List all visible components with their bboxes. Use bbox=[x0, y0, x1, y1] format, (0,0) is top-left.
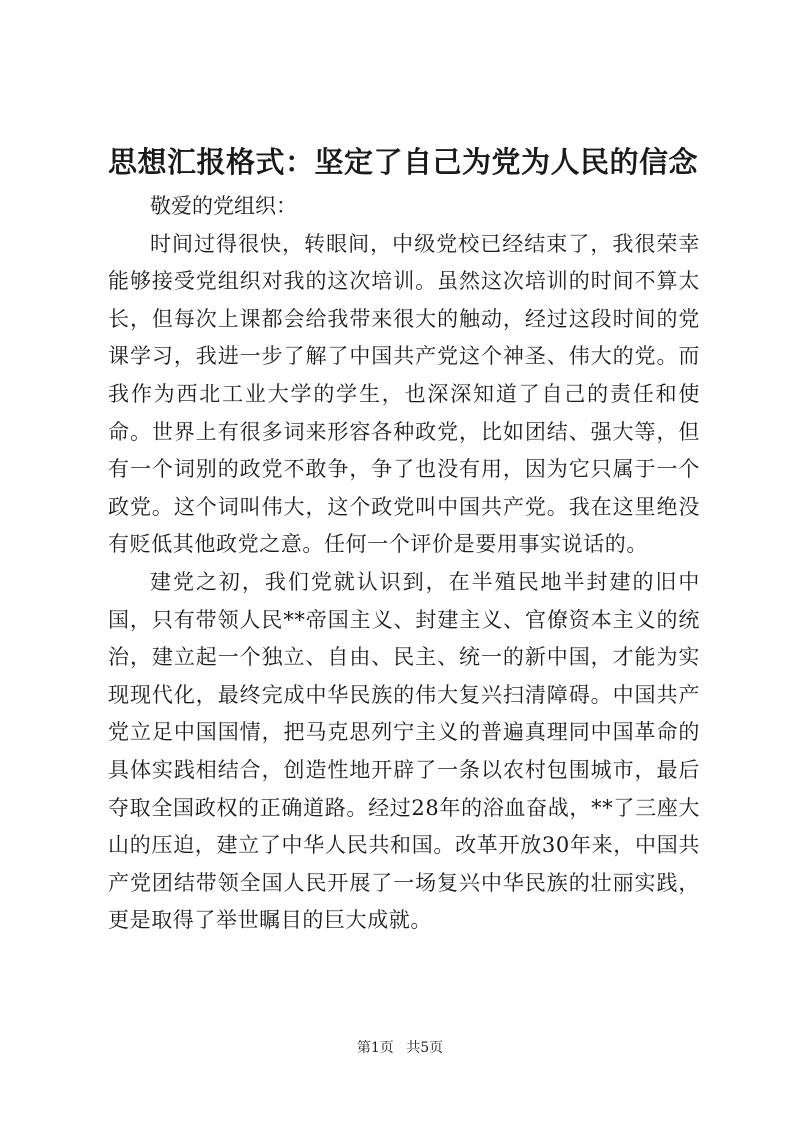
page-footer bbox=[0, 1038, 800, 1058]
document-body bbox=[108, 188, 700, 940]
page-number: 第1页 bbox=[356, 1040, 394, 1056]
paragraph-2: 建党之初，我们党就认识到，在半殖民地半封建的旧中国，只有带领人民**帝国主义、封建主义、官僚资本主义的统治，建立起一个独立、自由、民主、统一的新中国，才能为实现现代化，最终完成中华民族的伟大复兴扫清障碍。中国共产党立足中国国情，把马克思列宁主义的普遍真理同中国革命的具体实践相结合，创造性地开辟了一条以农村包围城市，最后夺取全国政权的正确道路。经过28年的浴血奋战，**了三座大山的压迫，建立了中华人民共和国。改革开放30年来，中国共产党团结带领全国人民开展了一场复兴中华民族的壮丽实践，更是取得了举世瞩目的巨大成就。 bbox=[108, 569, 700, 933]
page-total: 共5页 bbox=[406, 1040, 444, 1056]
paragraph-1: 时间过得很快，转眼间，中级党校已经结束了，我很荣幸能够接受党组织对我的这次培训。虽然这次培训的时间不算太长，但每次上课都会给我带来很大的触动，经过这段时间的党课学习，我进一步了解了中国共产党这个神圣、伟大的党。而我作为西北工业大学的学生，也深深知道了自己的责任和使命。世界上有很多词来形容各种政党，比如团结、强大等，但有一个词别的政党不敢争，争了也没有用，因为它只属于一个政党。这个词叫伟大，这个政党叫中国共产党。我在这里绝没有贬低其他政党之意。任何一个评价是要用事实说话的。 bbox=[108, 231, 700, 557]
document-title: 思想汇报格式：坚定了自己为党为人民的信念 bbox=[108, 145, 699, 179]
salutation: 敬爱的党组织： bbox=[150, 194, 297, 218]
